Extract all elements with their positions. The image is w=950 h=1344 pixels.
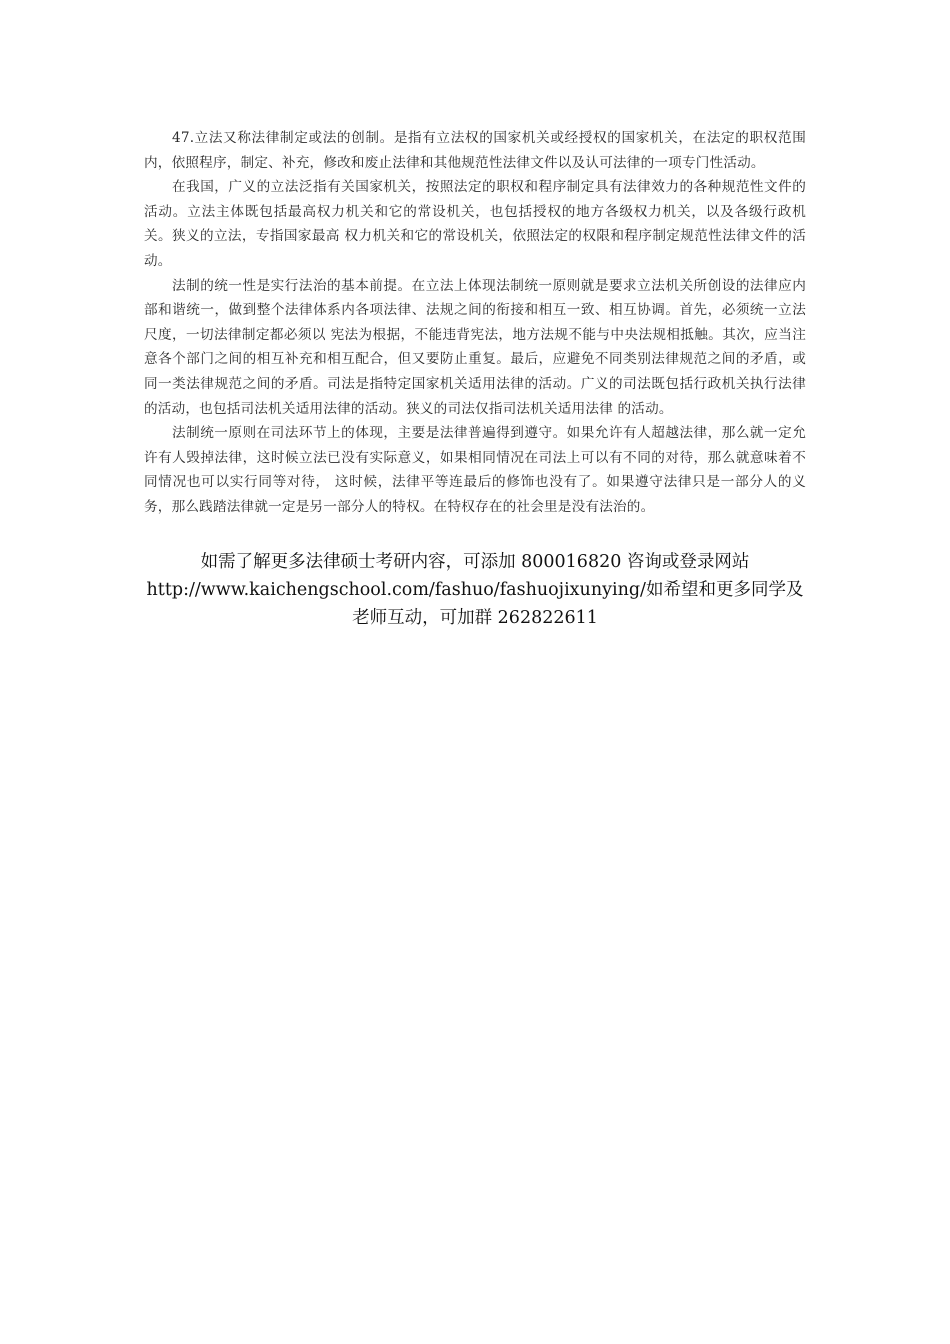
paragraph-legislation-definition: 47.立法又称法律制定或法的创制。是指有立法权的国家机关或经授权的国家机关，在法定的职权范围内，依照程序，制定、补充，修改和废止法律和其他规范性法律文件以及认可法律的一项专门性活动。: [144, 130, 806, 171]
document-body: [144, 126, 806, 520]
paragraph-legislation-broad-narrow: 在我国，广义的立法泛指有关国家机关，按照法定的职权和程序制定具有法律效力的各种规范性文件的活动。立法主体既包括最高权力机关和它的常设机关，也包括授权的地方各级权力机关，以及各级行政机关。狭义的立法，专指国家最高 权力机关和它的常设机关，依照法定的权限和程序制定规范性法律文件的活动。: [144, 179, 806, 269]
footer-contact-note: 如需了解更多法律硕士考研内容，可添加 800016820 咨询或登录网站 http://www.kaichengschool.com/fashuo/fashuojixunying/如希望和更多同学及老师互动，可加群 262822611: [146, 552, 804, 628]
paragraph-legal-unity: 法制的统一性是实行法治的基本前提。在立法上体现法制统一原则就是要求立法机关所创设的法律应内部和谐统一，做到整个法律体系内各项法律、法规之间的衔接和相互一致、相互协调。首先，必须统一立法尺度，一切法律制定都必须以 宪法为根据，不能违背宪法，地方法规不能与中央法规相抵触。其次，应当注意各个部门之间的相互补充和相互配合，但又要防止重复。最后，应避免不同类别法律规范之间的矛盾，或同一类法律规范之间的矛盾。司法是指特定国家机关适用法律的活动。广义的司法既包括行政机关执行法律的活动，也包括司法机关适用法律的活动。狭义的司法仅指司法机关适用法律 的活动。: [144, 277, 806, 417]
paragraph-judicial-unity: 法制统一原则在司法环节上的体现，主要是法律普遍得到遵守。如果允许有人超越法律，那么就一定允许有人毁掉法律，这时候立法已没有实际意义，如果相同情况在司法上可以有不同的对待，那么就意味着不同情况也可以实行同等对待， 这时候，法律平等连最后的修饰也没有了。如果遵守法律只是一部分人的义务，那么践踏法律就一定是另一部分人的特权。在特权存在的社会里是没有法治的。: [144, 425, 806, 515]
